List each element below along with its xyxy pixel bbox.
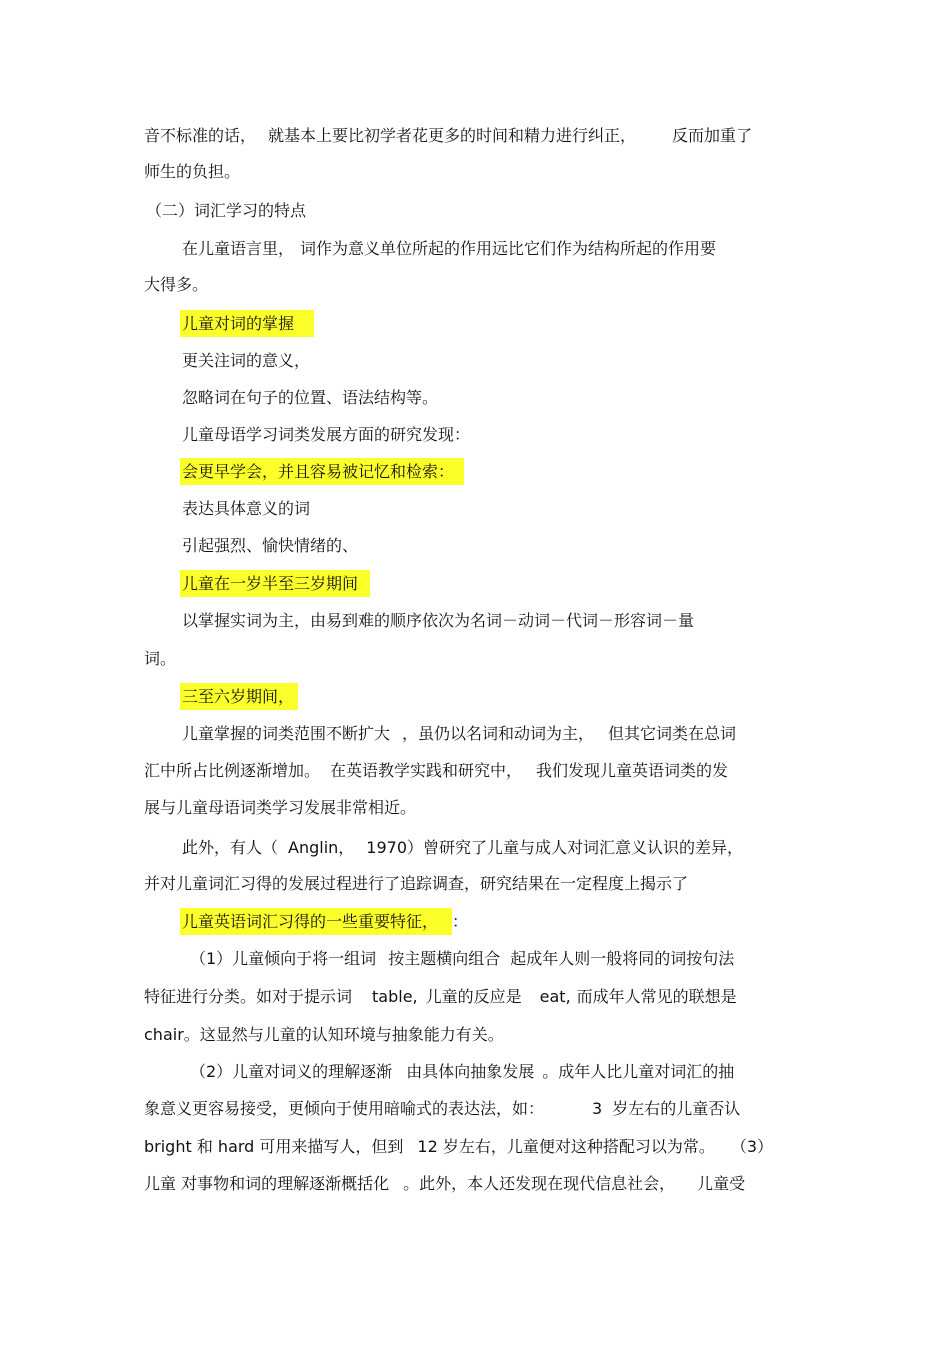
text-span: 儿童受: [697, 1174, 746, 1193]
highlighted-heading: [182, 686, 298, 708]
paragraph-line: [182, 238, 716, 260]
paragraph-line: 大得多。: [144, 275, 209, 294]
text-span: 12 岁左右，儿童便对这种搭配习以为常。: [417, 1137, 715, 1156]
text-span: 在儿童语言里，: [182, 239, 295, 258]
text-span: 按主题横向组合: [388, 949, 501, 968]
highlight: 儿童在一岁半至三岁期间: [180, 570, 370, 597]
highlight: 会更早学会，并且容易被记忆和检索：: [180, 458, 464, 485]
text-span: ，虽仍以名词和动词为主，: [402, 724, 595, 743]
highlighted-heading: [182, 461, 464, 483]
paragraph-line: 忽略词在句子的位置、语法结构等。: [182, 388, 439, 407]
text-span: （1）儿童倾向于将一组词: [190, 949, 377, 968]
text-span: 此外，有人（: [182, 838, 279, 857]
text-span: 。成年人比儿童对词汇的抽: [542, 1062, 735, 1081]
paragraph-line: 以掌握实词为主，由易到难的顺序依次为名词－动词－代词－形容词－量: [182, 611, 695, 630]
paragraph-line: 更关注词的意义，: [182, 351, 311, 370]
section-heading: （二）词汇学习的特点: [146, 201, 307, 220]
paragraph-line: [144, 986, 737, 1008]
text-span: 在英语教学实践和研究中，: [330, 761, 523, 780]
paragraph-line: [144, 1098, 740, 1120]
highlight: 儿童对词的掌握: [180, 310, 314, 337]
text-span: 3: [592, 1099, 603, 1118]
paragraph-line: [144, 1173, 745, 1195]
paragraph-line: 展与儿童母语词类学习发展非常相近。: [144, 798, 417, 817]
paragraph-line: 并对儿童词汇习得的发展过程进行了追踪调查，研究结果在一定程度上揭示了: [144, 874, 689, 893]
paragraph-line: chair。这显然与儿童的认知环境与抽象能力有关。: [144, 1025, 504, 1044]
paragraph-line: [144, 125, 752, 147]
text-span: bright 和 hard 可用来描写人，但到: [144, 1137, 404, 1156]
text-span: 象意义更容易接受，更倾向于使用暗喻式的表达法，如：: [144, 1099, 545, 1118]
text-span: （2）儿童对词义的理解逐渐: [190, 1062, 393, 1081]
highlight: 儿童英语词汇习得的一些重要特征，: [180, 908, 452, 935]
paragraph-line: 表达具体意义的词: [182, 499, 311, 518]
text-span: 儿童的反应是: [425, 987, 522, 1006]
highlighted-heading: [182, 573, 370, 595]
text-span: table,: [372, 987, 418, 1006]
highlight: 三至六岁期间，: [180, 683, 298, 710]
text-span: 我们发现儿童英语词类的发: [536, 761, 729, 780]
text-span: 1970）曾研究了儿童与成人对词汇意义认识的差异，: [366, 838, 744, 857]
paragraph-line: [190, 1061, 734, 1083]
paragraph-line: [144, 1136, 773, 1158]
text-span: 岁左右的儿童否认: [612, 1099, 741, 1118]
text-span: 儿童掌握的词类范围不断扩大: [182, 724, 391, 743]
text-span: ：: [452, 912, 469, 931]
text-span: eat,: [539, 987, 571, 1006]
highlighted-line: [182, 911, 468, 933]
text-span: 就基本上要比初学者花更多的时间和精力进行纠正，: [268, 126, 637, 145]
text-span: 词作为意义单位所起的作用远比它们作为结构所起的作用要: [300, 239, 717, 258]
paragraph-line: 引起强烈、愉快情绪的、: [182, 536, 359, 555]
paragraph-line: [182, 723, 736, 745]
text-span: 但其它词类在总词: [608, 724, 737, 743]
text-span: 而成年人常见的联想是: [576, 987, 737, 1006]
text-span: 特征进行分类。如对于提示词: [144, 987, 353, 1006]
text-span: 反而加重了: [672, 126, 753, 145]
paragraph-line: 儿童母语学习词类发展方面的研究发现：: [182, 425, 471, 444]
text-span: 汇中所占比例逐渐增加。: [144, 761, 321, 780]
highlighted-heading: [182, 313, 314, 335]
text-span: （3）: [730, 1137, 774, 1156]
text-span: 音不标准的话，: [144, 126, 257, 145]
text-span: Anglin，: [288, 838, 355, 857]
paragraph-line: [190, 948, 734, 970]
paragraph-line: [182, 837, 743, 859]
text-span: 由具体向抽象发展: [406, 1062, 535, 1081]
paragraph-line: 师生的负担。: [144, 162, 241, 181]
text-span: 起成年人则一般将同的词按句法: [510, 949, 735, 968]
text-span: 儿童 对事物和词的理解逐渐概括化: [144, 1174, 390, 1193]
paragraph-line: [144, 760, 728, 782]
text-span: 。此外，本人还发现在现代信息社会，: [403, 1174, 676, 1193]
paragraph-line: 词。: [144, 649, 177, 668]
